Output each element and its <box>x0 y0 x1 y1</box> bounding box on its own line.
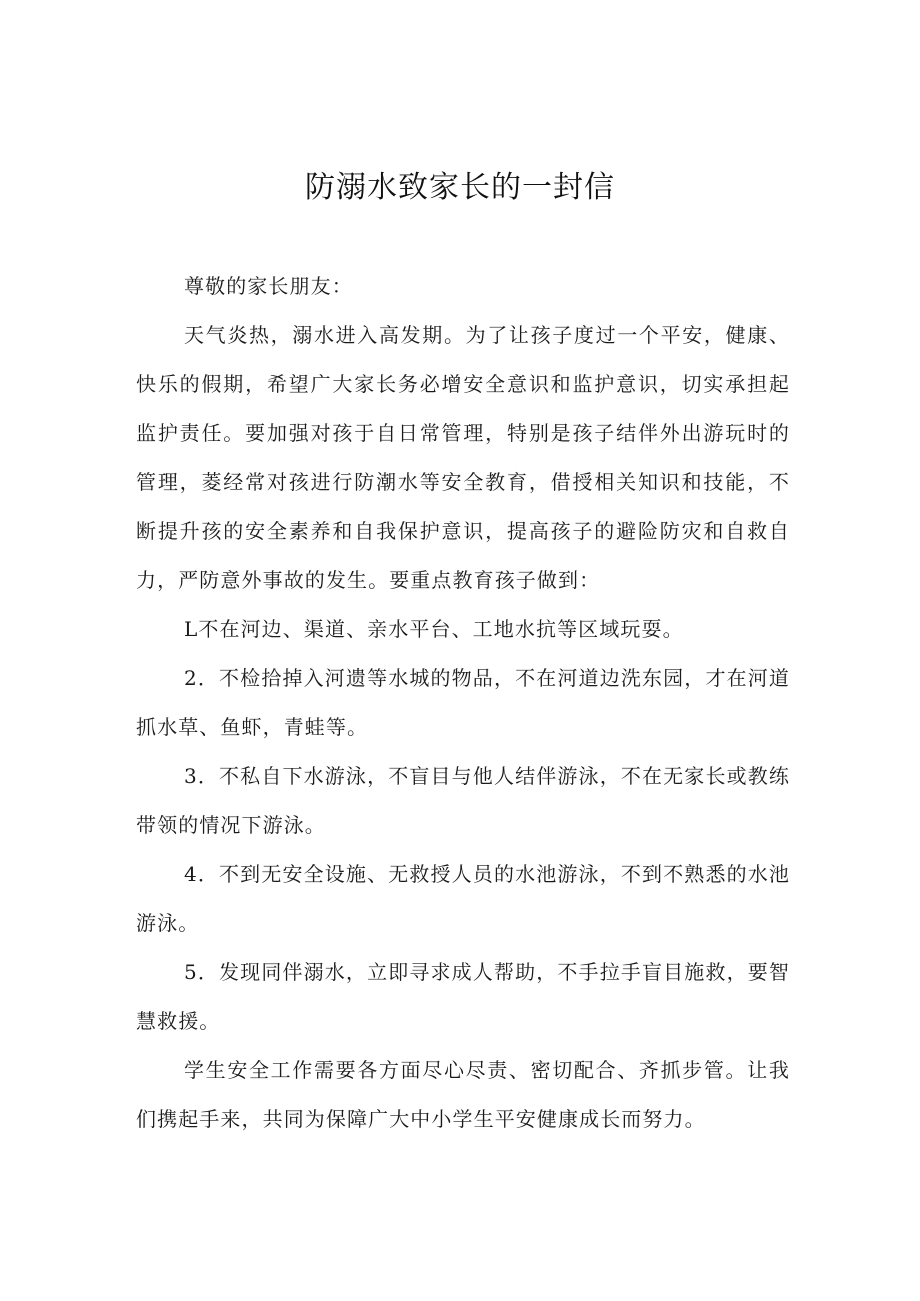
list-item-5: 5．发现同伴溺水，立即寻求成人帮助，不手拉手盲目施救，要智慧救援。 <box>136 960 790 1033</box>
page-title: 防溺水致家长的一封信 <box>305 170 615 205</box>
paragraph-intro: 天气炎热，溺水进入高发期。为了让孩子度过一个平安，健康、快乐的假期，希望广大家长务必增安全意识和监护意识，切实承担起监护责任。要加强对孩于自日常管理，特别是孩子结伴外出游玩时的管理，菱经常对孩进行防潮水等安全教育，借授相关知识和技能，不断提升孩的安全素养和自我保护意识，提高孩子的避险防灾和自救自力，严防意外事故的发生。要重点教育孩子做到： <box>136 323 790 592</box>
list-item-4: 4．不到无安全设施、无救授人员的水池游泳，不到不熟悉的水池游泳。 <box>136 862 790 935</box>
paragraph-closing: 学生安全工作需要各方面尽心尽责、密切配合、齐抓步管。让我们携起手来，共同为保障广大中小学生平安健康成长而努力。 <box>136 1058 790 1131</box>
greeting: 尊敬的家长朋友： <box>184 274 353 298</box>
list-item-3: 3．不私自下水游泳，不盲目与他人结伴游泳，不在无家长或教练带领的情况下游泳。 <box>136 764 790 837</box>
list-item-1: L不在河边、渠道、亲水平台、工地水抗等区域玩耍。 <box>184 617 684 641</box>
list-item-2: 2．不检拾掉入河遗等水城的物品，不在河道边洗东园，才在河道抓水草、鱼虾，青蛙等。 <box>136 666 790 739</box>
letter-body <box>136 262 790 1144</box>
